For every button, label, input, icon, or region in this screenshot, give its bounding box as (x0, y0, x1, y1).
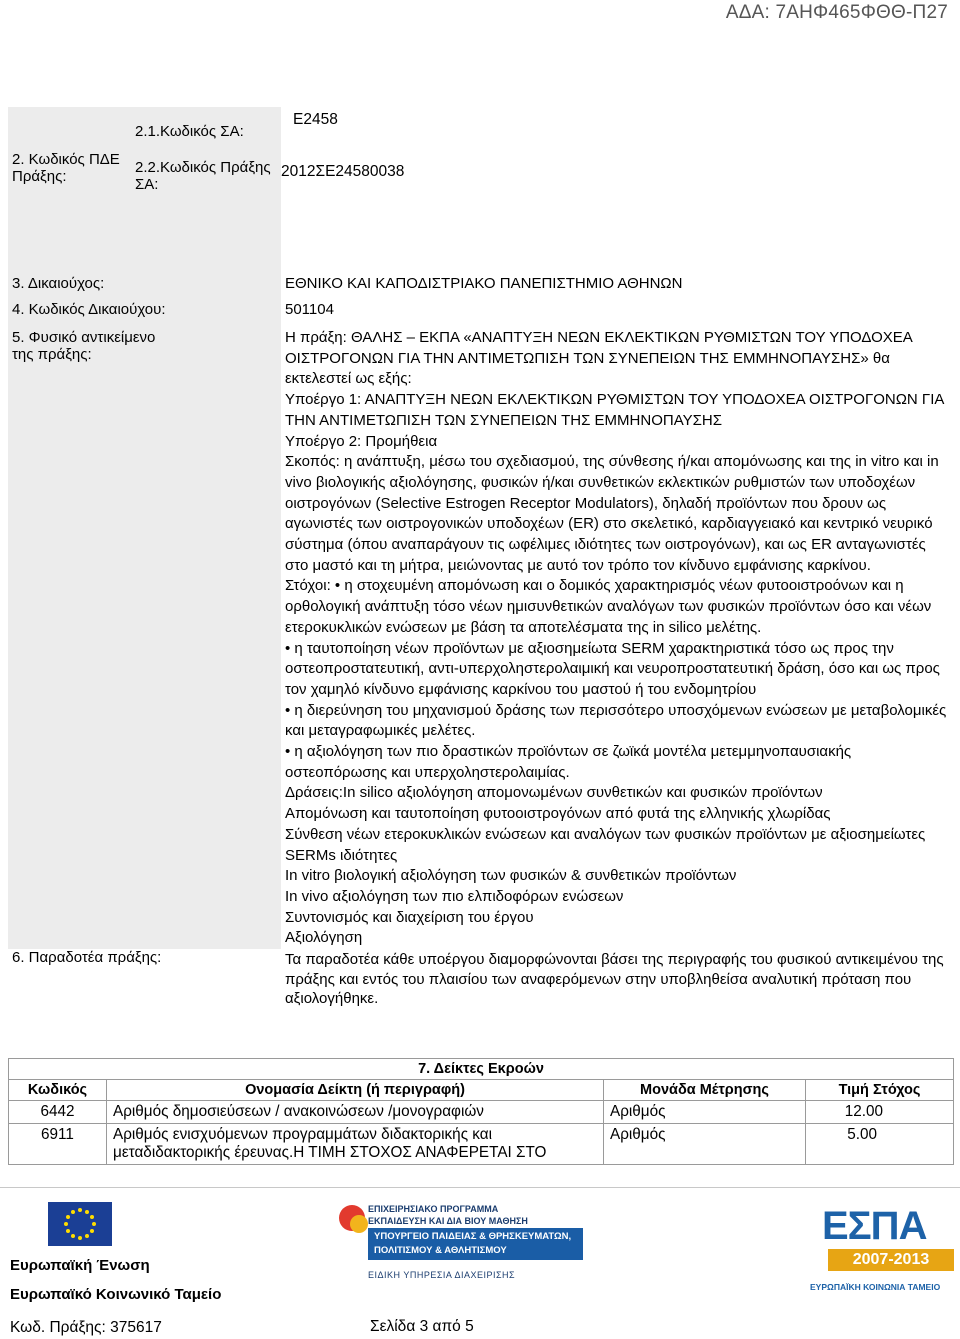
indicator-unit: Αριθμός (604, 1101, 806, 1124)
indicator-name: Αριθμός ενισχυόμενων προγραμμάτων διδακτορικής και μεταδιδακτορικής έρευνας.Η ΤΙΜΗ ΣΤΟΧΟΣ ΑΝΑΦΕΡΕΤΑΙ ΣΤΟ (107, 1124, 604, 1165)
code-praxis-sa-label: 2.2.Κωδικός Πράξης ΣΑ: (135, 159, 271, 193)
object-line: In vivo αξιολόγηση των πιο ελπιδοφόρων ενώσεων (285, 887, 624, 905)
code-values (281, 107, 954, 271)
beneficiary-label: 3. Δικαιούχος: (8, 271, 281, 299)
object-line: • η διερεύνηση του μηχανισμού δράσης των περισσότερο υποσχόμενων ενώσεων με μεταβολομικές και μεταγραφωμικές μελέτες. (285, 701, 947, 740)
object-line: Υποέργο 1: ΑΝΑΠΤΥΞΗ ΝΕΩΝ ΕΚΛΕΚΤΙΚΩΝ ΡΥΘΜΙΣΤΩΝ ΤΟΥ ΥΠΟΔΟΧΕΑ ΟΙΣΤΡΟΓΟΝΩΝ ΓΙΑ ΤΗΝ ΑΝΤΙΜΕΤΩΠΙΣΗ ΤΩΝ ΣΥΝΕΠΕΙΩΝ ΤΗΣ ΕΜΜΗΝΟΠΑΥΣΗΣ (285, 391, 944, 429)
indicators-caption: 7. Δείκτες Εκροών (9, 1059, 954, 1080)
epe-line1: ΕΠΙΧΕΙΡΗΣΙΑΚΟ ΠΡΟΓΡΑΜΜΑ (368, 1204, 499, 1214)
indicator-name: Αριθμός δημοσιεύσεων / ανακοινώσεων /μονογραφιών (107, 1101, 604, 1124)
eu-fund-label: Ευρωπαϊκό Κοινωνικό Ταμείο (10, 1286, 222, 1303)
project-info-table (8, 107, 954, 1010)
indicator-code: 6442 (9, 1101, 107, 1124)
object-line: • η ταυτοποίηση νέων προϊόντων με αξιοσημείωτα SERM χαρακτηριστικά τόσο ως προς την οστεοπροστατευτική, αντι-υπερχοληστερολαιμική και νευροπροστατευτική δράση, όσο και ως προς τον χαμηλό κίνδυνο εμφάνισης καρκίνου του μαστού ή του ενδομητρίου (285, 639, 940, 698)
indicator-code: 6911 (9, 1124, 107, 1165)
epe-line3: ΕΙΔΙΚΗ ΥΠΗΡΕΣΙΑ ΔΙΑΧΕΙΡΙΣΗΣ (368, 1270, 516, 1280)
footer-divider (0, 1187, 960, 1188)
espa-tagline: ΕΥΡΩΠΑΪΚΗ ΚΟΙΝΩΝΙΑ ΤΑΜΕΙΟ (810, 1282, 941, 1292)
deliverables-row (8, 949, 954, 1010)
indicator-target: 5.00 (806, 1124, 954, 1165)
indicators-header-row (9, 1080, 954, 1101)
eu-flag-icon (48, 1202, 112, 1246)
col-target-header: Τιμή Στόχος (806, 1080, 954, 1101)
ada-code: ΑΔΑ: 7ΑΗΦ465ΦΘΘ-Π27 (725, 2, 948, 23)
beneficiary-code-value: 501104 (285, 301, 334, 318)
epe-line2: ΕΚΠΑΙΔΕΥΣΗ ΚΑΙ ΔΙΑ ΒΙΟΥ ΜΑΘΗΣΗ (368, 1216, 528, 1226)
indicator-target: 12.00 (806, 1101, 954, 1124)
object-line: Στόχοι: • η στοχευμένη απομόνωση και ο δομικός χαρακτηρισμός νέων φυτοοιστροόνων και η ορθολογική ανάπτυξη τόσο νέων ημισυνθετικών αναλόγων των φυσικών προϊόντων όσο και νέων ετεροκυκλικών ενώσεων με βάση τα αποτελέσματα της in silico μελέτης. (285, 577, 932, 636)
col-unit-header: Μονάδα Μέτρησης (604, 1080, 806, 1101)
table-row (9, 1101, 954, 1124)
eu-union-label: Ευρωπαϊκή Ένωση (10, 1257, 150, 1274)
object-description (281, 325, 954, 949)
page-number: Σελίδα 3 από 5 (370, 1318, 474, 1335)
espa-years: 2007-2013 (828, 1249, 954, 1271)
deliverables-label: 6. Παραδοτέα πράξης: (12, 949, 162, 967)
col-name-header: Ονομασία Δείκτη (ή περιγραφή) (107, 1080, 604, 1101)
object-line: Σκοπός: η ανάπτυξη, μέσω του σχεδιασμού, της σύνθεσης ή/και απομόνωσης και της in vitro και in vivo βιολογικής αξιολόγησης, φυσικών ή/και συνθετικών εκλεκτικών ρυθμιστών των υποδοχέων οιστρογόνων (Selective Estrogen Receptor Modulators), δηλαδή προϊόντων που δρουν ως αγωνιστές των οιστρογονικών υποδοχέων (ER) στο σκελετικό, καρδιαγγειακό και κεντρικό νευρικό σύστημα (όπου αναπαράγουν τις ωφέλιμες ιδιότητες των οιστρογόνων), και ως ER ανταγωνιστές στο μαστό και τη μήτρα, μειώνοντας με αυτό τον τρόπο τον κίνδυνο εμφάνισης καρκίνου. (285, 453, 939, 574)
object-line: Δράσεις:In silico αξιολόγηση απομονωμένων συνθετικών και φυσικών προϊόντων (285, 784, 823, 802)
beneficiary-value: ΕΘΝΙΚΟ ΚΑΙ ΚΑΠΟΔΙΣΤΡΙΑΚΟ ΠΑΝΕΠΙΣΤΗΜΙΟ ΑΘΗΝΩΝ (285, 275, 683, 292)
object-line: Η πράξη: ΘΑΛΗΣ – ΕΚΠΑ «ΑΝΑΠΤΥΞΗ ΝΕΩΝ ΕΚΛΕΚΤΙΚΩΝ ΡΥΘΜΙΣΤΩΝ ΤΟΥ ΥΠΟΔΟΧΕΑ ΟΙΣΤΡΟΓΟΝΩΝ ΓΙΑ ΤΗΝ ΑΝΤΙΜΕΤΩΠΙΣΗ ΤΩΝ ΣΥΝΕΠΕΙΩΝ ΤΗΣ ΕΜΜΗΝΟΠΑΥΣΗΣ» θα εκτελεστεί ως εξής: (285, 329, 912, 388)
code-sa-value: Ε2458 (293, 111, 338, 128)
beneficiary-code-row (8, 299, 954, 325)
object-row (8, 325, 954, 949)
indicators-table (8, 1058, 954, 1165)
espa-logo-text: ΕΣΠΑ (822, 1204, 927, 1248)
object-label-text: 5. Φυσικό αντικείμενο της πράξης: (12, 329, 156, 363)
code-sub-labels (131, 107, 281, 271)
object-line: Υποέργο 2: Προμήθεια (285, 432, 438, 450)
object-line: In vitro βιολογική αξιολόγηση των φυσικών & συνθετικών προϊόντων (285, 867, 737, 885)
code-row (8, 107, 954, 271)
beneficiary-code-label: 4. Κωδικός Δικαιούχου: (8, 299, 281, 325)
epe-box-line2: ΠΟΛΙΤΙΣΜΟΥ & ΑΘΛΗΤΙΣΜΟΥ (374, 1245, 507, 1256)
object-line: Σύνθεση νέων ετεροκυκλικών ενώσεων και αναλόγων των φυσικών προϊόντων με αξιοσημείωτες SERMs ιδιότητες (285, 825, 926, 864)
code-sa-label: 2.1.Κωδικός ΣΑ: (135, 123, 244, 140)
praxis-code: Κωδ. Πράξης: 375617 (10, 1319, 162, 1336)
code-pde-label: 2. Κωδικός ΠΔΕ Πράξης: (8, 107, 131, 271)
object-line: • η αξιολόγηση των πιο δραστικών προϊόντων σε ζωϊκά μοντέλα μετεμμηνοπαυσιακής οστεοπόρωσης και υπερχοληστερολαιμίας. (285, 743, 852, 781)
object-line: Απομόνωση και ταυτοποίηση φυτοοιστρογόνων από φυτά της ελληνικής χλωρίδας (285, 805, 831, 823)
deliverables-value: Τα παραδοτέα κάθε υποέργου διαμορφώνονται βάσει της περιγραφής του φυσικού αντικειμένου της πράξης και εντός του πλαισίου των αναφερόμενων στην υποβληθείσα αναλυτική πρόταση που αξιολογήθηκε. (285, 951, 944, 1008)
indicator-unit: Αριθμός (604, 1124, 806, 1165)
object-label (8, 325, 281, 949)
epe-box-line1: ΥΠΟΥΡΓΕΙΟ ΠΑΙΔΕΙΑΣ & ΘΡΗΣΚΕΥΜΑΤΩΝ, (374, 1231, 572, 1242)
object-line: Αξιολόγηση (285, 929, 363, 947)
table-row (9, 1124, 954, 1165)
code-praxis-sa-value: 2012ΣΕ24580038 (281, 163, 405, 180)
beneficiary-row (8, 271, 954, 299)
object-line: Συντονισμός και διαχείριση του έργου (285, 908, 534, 926)
col-code-header: Κωδικός (9, 1080, 107, 1101)
